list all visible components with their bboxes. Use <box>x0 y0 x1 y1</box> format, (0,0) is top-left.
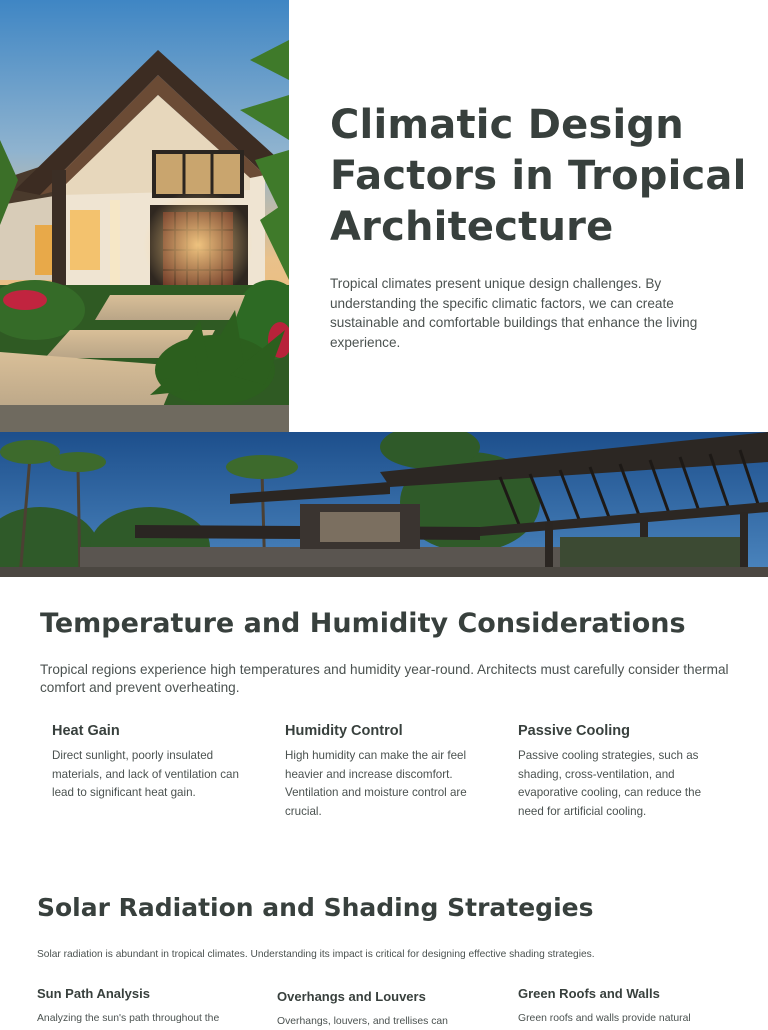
card-body: High humidity can make the air feel heavier and increase discomfort. Ventilation and moisture control are crucial. <box>285 749 467 818</box>
card-title: Green Roofs and Walls <box>518 986 660 1001</box>
hero-description: Tropical climates present unique design challenges. By understanding the specific climatic factors, we can create sustainable and comfortable buildings that enhance the living experience. <box>330 276 698 350</box>
card-title: Overhangs and Louvers <box>277 989 426 1004</box>
card-sun-path-analysis <box>37 985 252 1027</box>
card-body: Analyzing the sun's path throughout the <box>37 1013 220 1024</box>
card-title: Sun Path Analysis <box>37 986 150 1001</box>
card-heat-gain <box>52 721 252 803</box>
page-title: Climatic Design Factors in Tropical Architecture <box>330 102 747 250</box>
banner-pavilion-image <box>0 432 768 577</box>
card-body: Green roofs and walls provide natural <box>518 1013 691 1024</box>
hero-house-image <box>0 0 289 432</box>
card-green-roofs-and-walls <box>518 985 733 1027</box>
card-body: Overhangs, louvers, and trellises can <box>277 1016 448 1027</box>
card-title: Passive Cooling <box>518 723 631 739</box>
solar-section-intro: Solar radiation is abundant in tropical climates. Understanding its impact is critical for designing effective shading strategies. <box>37 949 595 960</box>
card-body: Direct sunlight, poorly insulated materials, and lack of ventilation can lead to significant heat gain. <box>52 749 239 800</box>
card-title: Humidity Control <box>285 723 403 739</box>
card-title: Heat Gain <box>52 723 120 739</box>
card-passive-cooling <box>518 721 714 821</box>
card-humidity-control <box>285 721 485 821</box>
temperature-section-intro: Tropical regions experience high temperatures and humidity year-round. Architects must carefully consider thermal comfort and prevent overheating. <box>40 662 729 695</box>
solar-section-title: Solar Radiation and Shading Strategies <box>37 893 594 922</box>
card-body: Passive cooling strategies, such as shading, cross-ventilation, and evaporative cooling, can reduce the need for artificial cooling. <box>518 749 702 818</box>
temperature-section-title: Temperature and Humidity Considerations <box>40 608 686 639</box>
